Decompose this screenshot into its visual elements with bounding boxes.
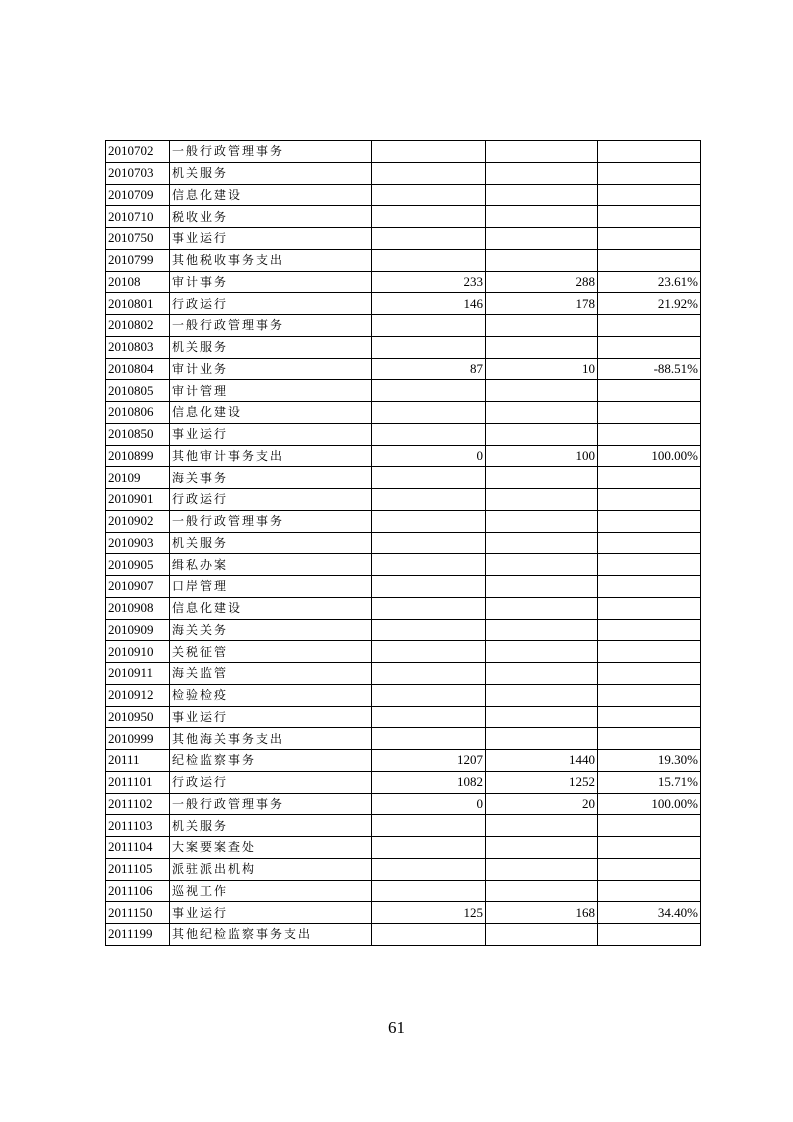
row-change-pct [598, 924, 701, 946]
row-change-pct [598, 184, 701, 206]
row-change-pct [598, 141, 701, 163]
row-name: 一般行政管理事务 [170, 793, 372, 815]
row-code: 2010806 [106, 402, 170, 424]
table-row [106, 445, 701, 467]
row-name: 行政运行 [170, 489, 372, 511]
row-change-pct: 19.30% [598, 750, 701, 772]
row-value-1 [372, 815, 486, 837]
row-code: 2010801 [106, 293, 170, 315]
row-code: 2010799 [106, 249, 170, 271]
row-value-2: 20 [486, 793, 598, 815]
row-value-2 [486, 510, 598, 532]
row-change-pct [598, 249, 701, 271]
row-change-pct [598, 315, 701, 337]
row-value-1 [372, 184, 486, 206]
row-value-2 [486, 467, 598, 489]
table-row [106, 380, 701, 402]
table-row [106, 532, 701, 554]
row-value-2 [486, 576, 598, 598]
row-change-pct [598, 380, 701, 402]
row-change-pct [598, 837, 701, 859]
row-value-2 [486, 663, 598, 685]
row-change-pct [598, 619, 701, 641]
table-row [106, 358, 701, 380]
row-value-1: 233 [372, 271, 486, 293]
row-value-2: 178 [486, 293, 598, 315]
table-row [106, 619, 701, 641]
table-row [106, 271, 701, 293]
row-change-pct [598, 402, 701, 424]
row-change-pct [598, 663, 701, 685]
row-value-1: 125 [372, 902, 486, 924]
row-name: 机关服务 [170, 336, 372, 358]
row-value-1 [372, 837, 486, 859]
table-row [106, 706, 701, 728]
row-code: 20108 [106, 271, 170, 293]
row-value-1 [372, 402, 486, 424]
row-value-1 [372, 162, 486, 184]
table-row [106, 184, 701, 206]
table-row [106, 837, 701, 859]
row-value-1 [372, 489, 486, 511]
row-name: 缉私办案 [170, 554, 372, 576]
row-value-2 [486, 597, 598, 619]
table-row [106, 924, 701, 946]
row-name: 巡视工作 [170, 880, 372, 902]
row-name: 机关服务 [170, 815, 372, 837]
row-change-pct [598, 576, 701, 598]
row-value-1 [372, 206, 486, 228]
row-change-pct [598, 510, 701, 532]
row-name: 一般行政管理事务 [170, 315, 372, 337]
row-value-1 [372, 619, 486, 641]
row-name: 审计管理 [170, 380, 372, 402]
table-row [106, 728, 701, 750]
row-value-1 [372, 597, 486, 619]
row-change-pct [598, 880, 701, 902]
row-change-pct [598, 423, 701, 445]
row-name: 其他审计事务支出 [170, 445, 372, 467]
row-value-2 [486, 532, 598, 554]
row-value-2 [486, 489, 598, 511]
row-name: 审计事务 [170, 271, 372, 293]
row-code: 2010912 [106, 684, 170, 706]
row-code: 20111 [106, 750, 170, 772]
table-row [106, 467, 701, 489]
table-row [106, 771, 701, 793]
table-row [106, 489, 701, 511]
row-name: 大案要案查处 [170, 837, 372, 859]
row-code: 2010910 [106, 641, 170, 663]
row-value-1 [372, 641, 486, 663]
row-value-1 [372, 684, 486, 706]
row-value-1 [372, 532, 486, 554]
row-change-pct [598, 706, 701, 728]
row-change-pct [598, 336, 701, 358]
row-value-1: 87 [372, 358, 486, 380]
table-row [106, 206, 701, 228]
row-change-pct [598, 554, 701, 576]
table-row [106, 249, 701, 271]
row-code: 2010703 [106, 162, 170, 184]
row-change-pct [598, 815, 701, 837]
row-change-pct: -88.51% [598, 358, 701, 380]
row-code: 20109 [106, 467, 170, 489]
row-name: 行政运行 [170, 771, 372, 793]
table-row [106, 858, 701, 880]
table-row [106, 597, 701, 619]
row-name: 事业运行 [170, 902, 372, 924]
row-value-2 [486, 315, 598, 337]
row-value-2 [486, 249, 598, 271]
table-row [106, 880, 701, 902]
table-row [106, 336, 701, 358]
table-row [106, 750, 701, 772]
row-name: 其他纪检监察事务支出 [170, 924, 372, 946]
row-value-2 [486, 815, 598, 837]
row-code: 2010850 [106, 423, 170, 445]
row-code: 2010950 [106, 706, 170, 728]
row-change-pct: 100.00% [598, 445, 701, 467]
row-change-pct [598, 641, 701, 663]
row-code: 2010911 [106, 663, 170, 685]
row-name: 事业运行 [170, 423, 372, 445]
row-code: 2010803 [106, 336, 170, 358]
row-value-2: 168 [486, 902, 598, 924]
row-change-pct [598, 489, 701, 511]
row-name: 检验检疫 [170, 684, 372, 706]
row-value-1 [372, 249, 486, 271]
row-code: 2010902 [106, 510, 170, 532]
row-value-1 [372, 706, 486, 728]
row-change-pct [598, 162, 701, 184]
row-name: 纪检监察事务 [170, 750, 372, 772]
table-row [106, 402, 701, 424]
row-code: 2010903 [106, 532, 170, 554]
row-name: 信息化建设 [170, 402, 372, 424]
row-value-2 [486, 206, 598, 228]
row-value-2 [486, 162, 598, 184]
row-code: 2011102 [106, 793, 170, 815]
row-name: 事业运行 [170, 706, 372, 728]
row-value-1 [372, 924, 486, 946]
row-value-2: 1440 [486, 750, 598, 772]
row-change-pct: 15.71% [598, 771, 701, 793]
row-value-2 [486, 184, 598, 206]
row-name: 海关关务 [170, 619, 372, 641]
row-name: 税收业务 [170, 206, 372, 228]
table-row [106, 663, 701, 685]
row-name: 信息化建设 [170, 597, 372, 619]
row-change-pct [598, 858, 701, 880]
row-value-1 [372, 423, 486, 445]
row-code: 2010750 [106, 228, 170, 250]
row-value-1 [372, 141, 486, 163]
row-value-2 [486, 380, 598, 402]
row-value-1 [372, 858, 486, 880]
row-name: 其他税收事务支出 [170, 249, 372, 271]
row-name: 口岸管理 [170, 576, 372, 598]
row-code: 2011104 [106, 837, 170, 859]
row-change-pct [598, 684, 701, 706]
row-code: 2011103 [106, 815, 170, 837]
row-change-pct: 23.61% [598, 271, 701, 293]
row-name: 海关事务 [170, 467, 372, 489]
row-change-pct [598, 467, 701, 489]
row-value-1 [372, 510, 486, 532]
row-code: 2010905 [106, 554, 170, 576]
row-change-pct [598, 228, 701, 250]
row-code: 2011199 [106, 924, 170, 946]
row-value-2 [486, 858, 598, 880]
table-row [106, 141, 701, 163]
table-row [106, 228, 701, 250]
row-code: 2010999 [106, 728, 170, 750]
row-name: 机关服务 [170, 532, 372, 554]
row-value-2 [486, 728, 598, 750]
row-name: 机关服务 [170, 162, 372, 184]
row-value-2 [486, 706, 598, 728]
row-name: 其他海关事务支出 [170, 728, 372, 750]
table-row [106, 423, 701, 445]
row-change-pct: 100.00% [598, 793, 701, 815]
row-value-2 [486, 880, 598, 902]
row-code: 2010805 [106, 380, 170, 402]
table-row [106, 162, 701, 184]
row-value-1: 146 [372, 293, 486, 315]
row-change-pct [598, 532, 701, 554]
row-value-1 [372, 336, 486, 358]
row-value-1 [372, 380, 486, 402]
row-name: 信息化建设 [170, 184, 372, 206]
row-name: 一般行政管理事务 [170, 141, 372, 163]
row-code: 2010710 [106, 206, 170, 228]
row-change-pct [598, 206, 701, 228]
table-row [106, 793, 701, 815]
row-code: 2010802 [106, 315, 170, 337]
row-value-1 [372, 228, 486, 250]
row-value-1 [372, 663, 486, 685]
row-value-1: 0 [372, 445, 486, 467]
row-change-pct [598, 728, 701, 750]
row-code: 2010899 [106, 445, 170, 467]
budget-table-body [106, 141, 701, 946]
table-row [106, 293, 701, 315]
row-value-2: 10 [486, 358, 598, 380]
row-name: 海关监管 [170, 663, 372, 685]
row-value-1 [372, 467, 486, 489]
budget-table [105, 140, 701, 946]
table-row [106, 684, 701, 706]
row-change-pct: 34.40% [598, 902, 701, 924]
row-code: 2010901 [106, 489, 170, 511]
table-row [106, 576, 701, 598]
row-value-2 [486, 554, 598, 576]
row-value-2 [486, 141, 598, 163]
row-code: 2010702 [106, 141, 170, 163]
row-value-2 [486, 336, 598, 358]
row-value-1: 1207 [372, 750, 486, 772]
table-row [106, 815, 701, 837]
row-value-2 [486, 402, 598, 424]
row-value-1 [372, 728, 486, 750]
row-code: 2010804 [106, 358, 170, 380]
table-row [106, 554, 701, 576]
table-row [106, 315, 701, 337]
row-value-1 [372, 554, 486, 576]
row-value-2 [486, 619, 598, 641]
row-code: 2011150 [106, 902, 170, 924]
row-name: 一般行政管理事务 [170, 510, 372, 532]
row-value-2: 100 [486, 445, 598, 467]
row-value-2: 288 [486, 271, 598, 293]
row-value-1 [372, 576, 486, 598]
row-value-1: 1082 [372, 771, 486, 793]
row-code: 2010709 [106, 184, 170, 206]
table-row [106, 902, 701, 924]
row-value-1 [372, 880, 486, 902]
row-code: 2011106 [106, 880, 170, 902]
row-value-2 [486, 641, 598, 663]
row-value-2 [486, 684, 598, 706]
row-value-1 [372, 315, 486, 337]
row-value-2 [486, 423, 598, 445]
row-code: 2010907 [106, 576, 170, 598]
row-value-2: 1252 [486, 771, 598, 793]
row-name: 审计业务 [170, 358, 372, 380]
row-name: 派驻派出机构 [170, 858, 372, 880]
row-name: 行政运行 [170, 293, 372, 315]
table-row [106, 641, 701, 663]
row-name: 关税征管 [170, 641, 372, 663]
row-code: 2010908 [106, 597, 170, 619]
row-name: 事业运行 [170, 228, 372, 250]
row-change-pct: 21.92% [598, 293, 701, 315]
row-value-1: 0 [372, 793, 486, 815]
row-code: 2010909 [106, 619, 170, 641]
row-value-2 [486, 837, 598, 859]
row-value-2 [486, 228, 598, 250]
row-value-2 [486, 924, 598, 946]
row-code: 2011105 [106, 858, 170, 880]
row-change-pct [598, 597, 701, 619]
row-code: 2011101 [106, 771, 170, 793]
table-row [106, 510, 701, 532]
page-number: 61 [388, 1018, 405, 1037]
